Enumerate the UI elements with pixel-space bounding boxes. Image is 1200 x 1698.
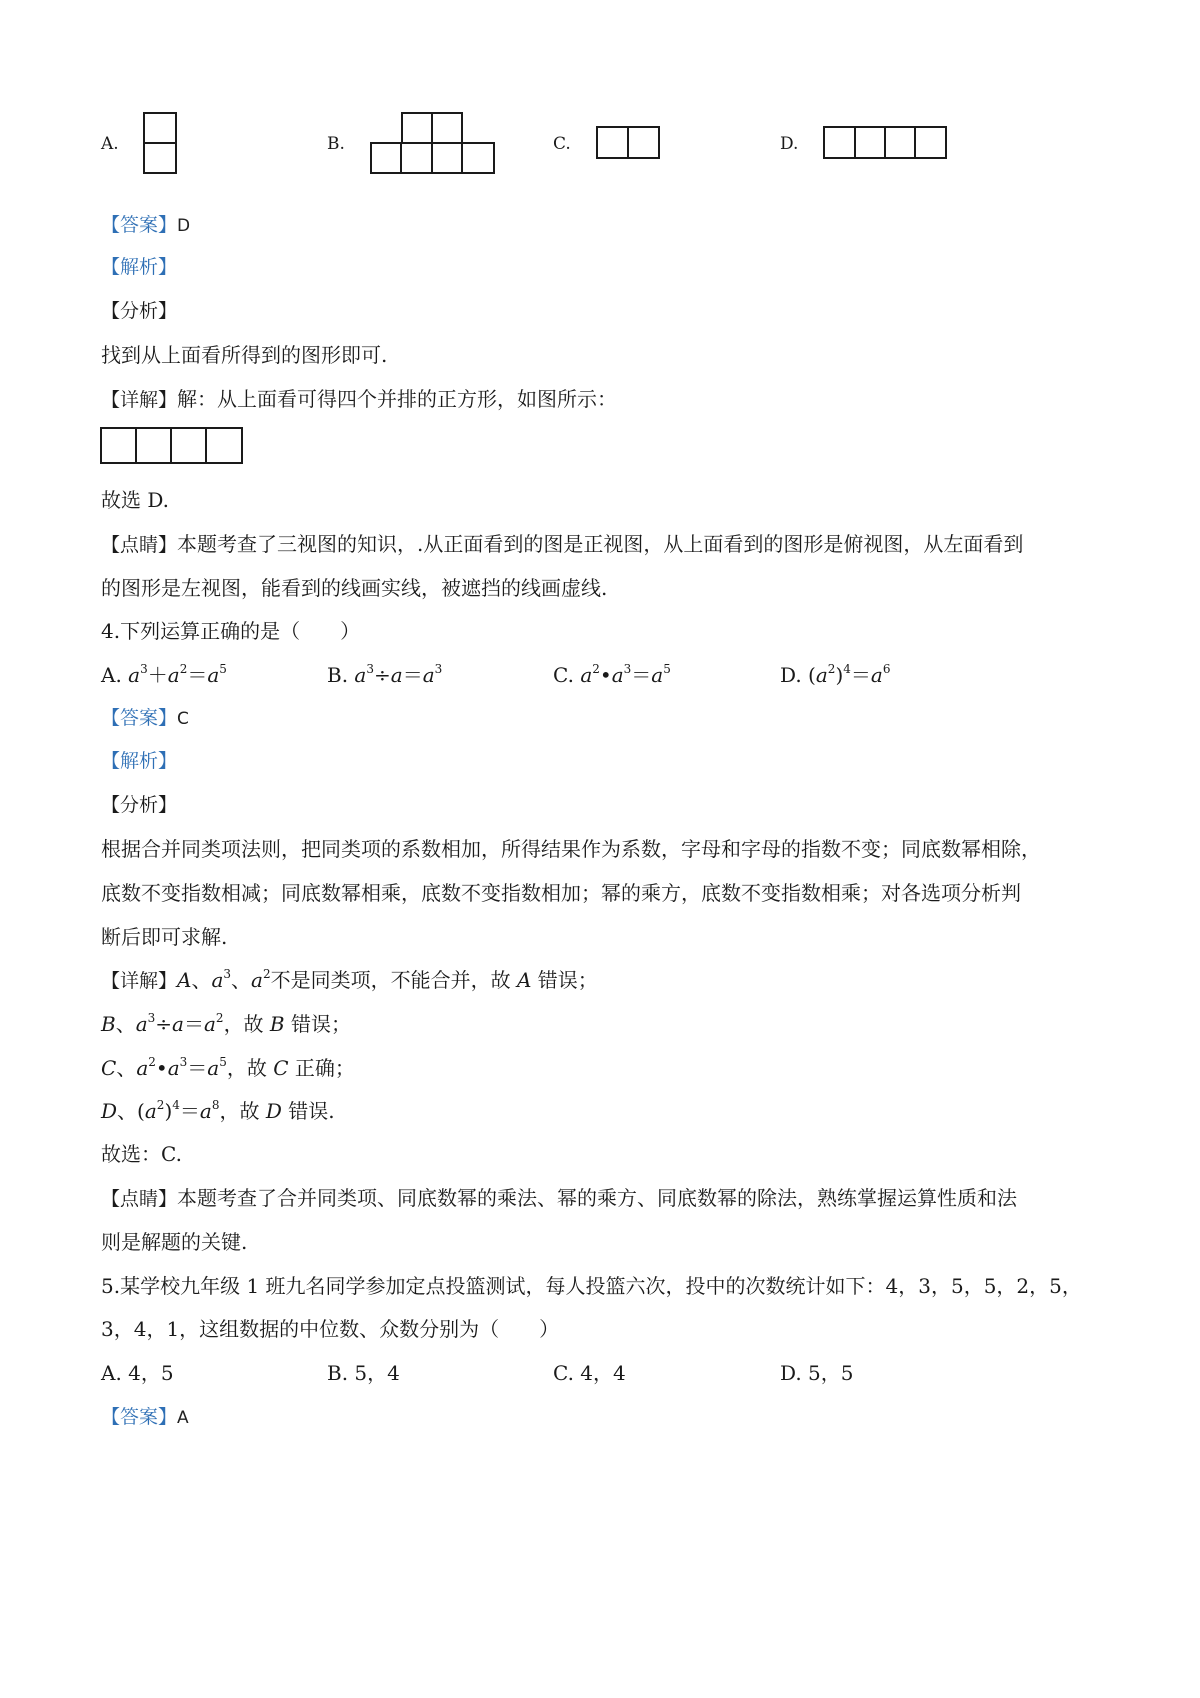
q3-answer-line (101, 210, 190, 240)
q4-option-b: B. $a^3\div a=a^3$ (327, 662, 443, 687)
q4-detail-line-3: C、$a^2•a^3=a^5$，故 C 正确； (101, 1055, 355, 1080)
answer-value: C (177, 709, 189, 729)
q4-comment-line-2: 则是解题的关键. (101, 1230, 248, 1254)
q4-option-a: A. $a^3+a^2=a^5$ (101, 662, 227, 687)
analysis-line-1: 根据合并同类项法则，把同类项的系数相加，所得结果作为系数，字母和字母的指数不变；同底数幂相除， (101, 837, 1041, 861)
answer-value: A (177, 1408, 189, 1428)
q3-option-d-label: D. (780, 134, 799, 154)
q4-option-d: D. $(a^2)^4=a^6$ (780, 662, 891, 687)
analysis-tag: 【分析】 (101, 300, 178, 322)
comment-tag: 【点睛】 (101, 534, 178, 556)
q5-option-b: B. 5，4 (327, 1361, 400, 1385)
answer-tag: 【答案】 (101, 214, 178, 236)
answer-tag: 【答案】 (101, 707, 178, 729)
q4-detail-line-2: B、$a^3\div a=a^2$，故 B 错误； (101, 1011, 351, 1036)
q4-detail-line-4: D、$(a^2)^4=a^8$，故 D 错误. (101, 1098, 335, 1123)
analysis-text: 找到从上面看所得到的图形即可. (101, 343, 388, 367)
q5-option-d: D. 5，5 (780, 1361, 854, 1385)
analysis-tag: 【分析】 (101, 794, 178, 816)
q4-option-c: C. $a^2•a^3=a^5$ (553, 662, 671, 687)
q4-detail-line-1: 【详解】A、$a^3$、$a^2$不是同类项，不能合并，故 A 错误； (101, 967, 598, 992)
answer-tag: 【答案】 (101, 1406, 178, 1428)
q5-option-a: A. 4，5 (101, 1361, 174, 1385)
q5-stem-line-1: 5.某学校九年级 1 班九名同学参加定点投篮测试，每人投篮六次，投中的次数统计如下：4，3，5，5，2，5， (101, 1274, 1082, 1298)
q3-option-b-figure (370, 112, 495, 174)
q5-answer-line (101, 1402, 189, 1432)
q4-stem: 4.下列运算正确的是（ ） (101, 619, 361, 643)
q3-option-b-label: B. (327, 134, 345, 154)
parse-tag: 【解析】 (101, 256, 178, 278)
q3-option-c-label: C. (553, 134, 571, 154)
answer-value: D (177, 216, 191, 236)
analysis-line-3: 断后即可求解. (101, 925, 228, 949)
q4-comment-line-1 (101, 1184, 1017, 1213)
q3-option-a-label: A. (101, 134, 119, 154)
detail-text: 解：从上面看可得四个并排的正方形，如图所示： (177, 387, 618, 411)
comment-text: 本题考查了三视图的知识，.从正面看到的图是正视图，从上面看到的图形是俯视图，从左面看到 (177, 532, 1024, 556)
analysis-line-2: 底数不变指数相减；同底数幂相乘，底数不变指数相加；幂的乘方，底数不变指数相乘；对各选项分析判 (101, 881, 1021, 905)
q3-top-view-figure (100, 427, 243, 464)
detail-line (101, 385, 617, 414)
detail-tag: 【详解】 (101, 389, 178, 411)
q5-option-c: C. 4，4 (553, 1361, 626, 1385)
q3-option-c-figure (596, 126, 660, 159)
q3-option-a-figure (143, 112, 177, 174)
q4-conclusion: 故选：C. (101, 1142, 182, 1166)
detail-tag: 【详解】 (101, 970, 178, 992)
comment-text: 本题考查了合并同类项、同底数幂的乘法、幂的乘方、同底数幂的除法，熟练掌握运算性质和法 (177, 1186, 1018, 1210)
comment-line-2: 的图形是左视图，能看到的线画实线，被遮挡的线画虚线. (101, 576, 608, 600)
q5-stem-line-2: 3，4，1，这组数据的中位数、众数分别为（ ） (101, 1317, 560, 1341)
conclusion: 故选 D. (101, 488, 170, 512)
parse-tag: 【解析】 (101, 750, 178, 772)
comment-line-1 (101, 530, 1023, 559)
q4-answer-line (101, 703, 189, 733)
q3-option-d-figure (823, 126, 947, 159)
comment-tag: 【点睛】 (101, 1188, 178, 1210)
